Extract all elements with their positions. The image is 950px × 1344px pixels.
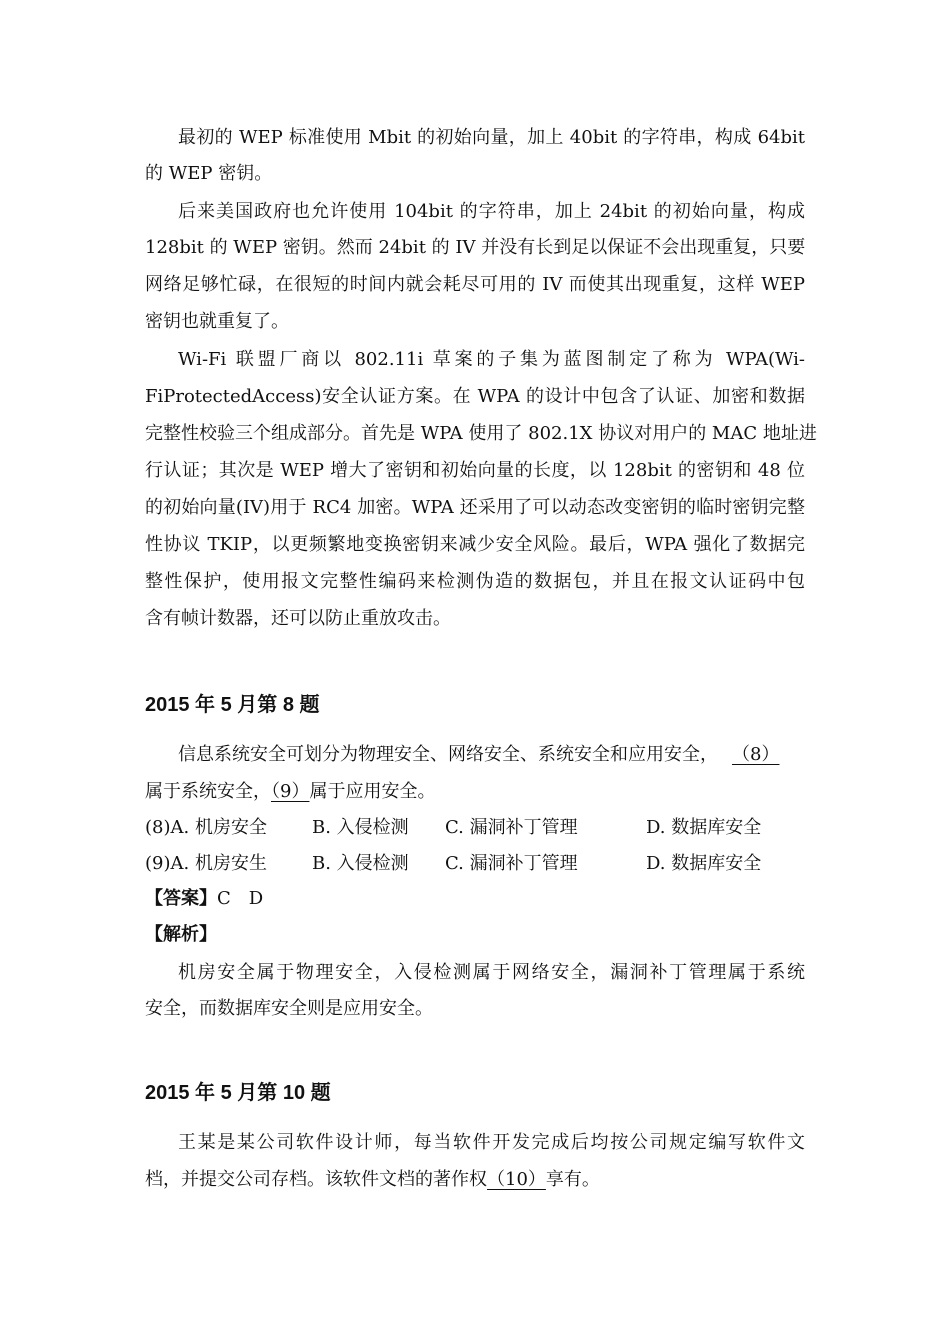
stem-text: 享有。: [545, 1169, 600, 1190]
paragraph-line: 性协议 TKIP，以更频繁地变换密钥来减少安全风险。最后，WPA 强化了数据完: [145, 534, 805, 555]
analysis-line: 机房安全属于物理安全，入侵检测属于网络安全，漏洞补丁管理属于系统: [178, 962, 805, 983]
question-stem-line: 王某是某公司软件设计师，每当软件开发完成后均按公司规定编写软件文: [178, 1132, 805, 1153]
answer-value: C D: [217, 888, 264, 909]
analysis-label: 【解析】: [145, 924, 217, 945]
paragraph-line: 密钥也就重复了。: [145, 311, 289, 332]
stem-text: 信息系统安全可划分为物理安全、网络安全、系统安全和应用安全，: [178, 744, 718, 765]
paragraph-line: 的初始向量(IV)用于 RC4 加密。WPA 还采用了可以动态改变密钥的临时密钥完整: [145, 497, 805, 518]
paragraph-line: 128bit 的 WEP 密钥。然而 24bit 的 IV 并没有长到足以保证不会出现重复，只要: [145, 237, 806, 258]
stem-text: 档，并提交公司存档。该软件文档的著作权: [145, 1169, 487, 1190]
paragraph-line: 的 WEP 密钥。: [145, 163, 273, 184]
question-stem-line: [178, 742, 805, 768]
paragraph-line: 含有帧计数器，还可以防止重放攻击。: [145, 608, 451, 629]
option-9c: C. 漏洞补丁管理: [445, 853, 578, 874]
paragraph-line: FiProtectedAccess)安全认证方案。在 WPA 的设计中包含了认证、加密和数据: [145, 386, 805, 407]
question-heading: 2015 年 5 月第 10 题: [145, 1082, 331, 1104]
paragraph-line: 后来美国政府也允许使用 104bit 的字符串，加上 24bit 的初始向量，构成: [178, 201, 805, 222]
option-9b: B. 入侵检测: [312, 853, 409, 874]
question-stem-line: [145, 779, 435, 805]
question-heading: 2015 年 5 月第 8 题: [145, 694, 320, 716]
answer-label: 【答案】: [145, 888, 217, 909]
option-9a: (9)A. 机房安生: [145, 853, 267, 874]
paragraph-line: 网络足够忙碌，在很短的时间内就会耗尽可用的 IV 而使其出现重复，这样 WEP: [145, 274, 805, 295]
blank-10: （10）: [487, 1169, 546, 1190]
option-9d: D. 数据库安全: [646, 853, 762, 874]
paragraph-line: 行认证；其次是 WEP 增大了密钥和初始向量的长度，以 128bit 的密钥和 48 位: [145, 460, 805, 481]
paragraph-line: 最初的 WEP 标准使用 Mbit 的初始向量，加上 40bit 的字符串，构成 64bit: [178, 127, 805, 148]
option-8c: C. 漏洞补丁管理: [445, 817, 578, 838]
stem-text: 属于系统安全，: [145, 781, 271, 802]
paragraph-line: 完整性校验三个组成部分。首先是 WPA 使用了 802.1X 协议对用户的 MAC 地址进: [145, 423, 817, 444]
option-8d: D. 数据库安全: [646, 817, 762, 838]
blank-9: （9）: [271, 781, 310, 802]
paragraph-line: 整性保护，使用报文完整性编码来检测伪造的数据包，并且在报文认证码中包: [145, 571, 805, 592]
stem-text: 属于应用安全。: [309, 781, 436, 802]
question-stem-line: [145, 1167, 600, 1193]
option-8b: B. 入侵检测: [312, 817, 409, 838]
analysis-line: 安全，而数据库安全则是应用安全。: [145, 998, 433, 1019]
paragraph-line: Wi-Fi 联盟厂商以 802.11i 草案的子集为蓝图制定了称为 WPA(Wi-: [178, 349, 805, 370]
blank-8: （8）: [732, 744, 780, 765]
answer-line: [145, 886, 263, 912]
option-8a: (8)A. 机房安全: [145, 817, 267, 838]
